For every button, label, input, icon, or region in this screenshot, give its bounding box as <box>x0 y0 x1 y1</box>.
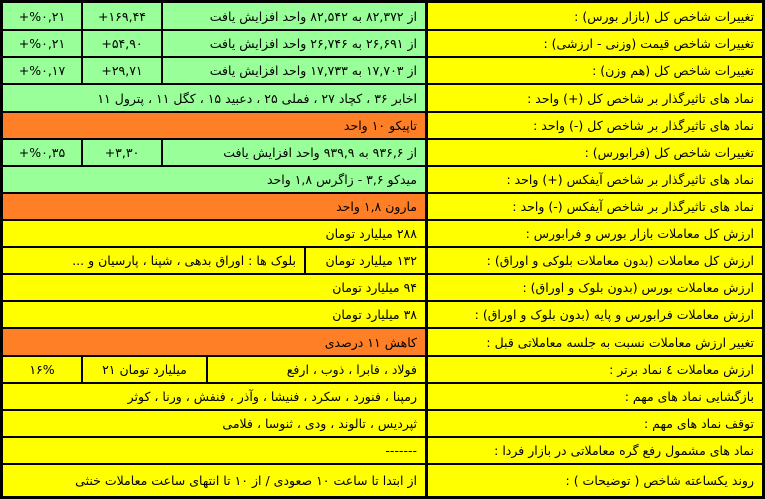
row-value-c2: بلوک ها : اوراق بدهی ، شپنا ، پارسیان و ... <box>3 248 304 273</box>
table-row <box>0 465 765 496</box>
row-value-c1: تاپیکو ۱۰ واحد <box>3 113 425 138</box>
row-label: نماد های مشمول رفع گره معاملاتی در بازار فردا : <box>428 438 762 463</box>
row-label: بازگشایی نماد های مهم : <box>428 384 762 409</box>
row-value-c3: +%۰,۱۷ <box>3 58 81 83</box>
row-value-c1: از ابتدا تا ساعت ۱۰ صعودی / از ۱۰ تا انتهای ساعت معاملات خنثی <box>3 465 425 496</box>
row-label: ارزش معاملات بورس (بدون بلوک و اوراق) : <box>428 275 762 300</box>
row-value-c1: کاهش ۱۱ درصدی <box>3 329 425 355</box>
table-row <box>0 329 765 355</box>
table-row <box>0 85 765 111</box>
row-value-c1: ۱۳۲ میلیارد تومان <box>306 248 425 273</box>
row-label: نماد های تاثیرگذار بر شاخص کل (+) واحد : <box>428 85 762 111</box>
row-value-c1: ۹۴ میلیارد تومان <box>3 275 425 300</box>
row-value-c3: ۱۶% <box>3 357 81 382</box>
row-value-c3: +%۰,۳۵ <box>3 140 81 165</box>
table-row <box>0 113 765 138</box>
row-label: تغییرات شاخص کل (فرابورس) : <box>428 140 762 165</box>
row-value-c1: میدکو ۳,۶ - زاگرس ۱,۸ واحد <box>3 167 425 192</box>
table-row <box>0 194 765 219</box>
row-value-c1: مارون ۱,۸ واحد <box>3 194 425 219</box>
table-row <box>0 31 765 56</box>
table-row <box>0 275 765 300</box>
table-row <box>0 140 765 165</box>
row-value-c1: از ۱۷,۷۰۳ به ۱۷,۷۳۳ واحد افزایش یافت <box>163 58 425 83</box>
row-label: ارزش معاملات ٤ نماد برتر : <box>428 357 762 382</box>
table-row <box>0 411 765 436</box>
row-label: توقف نماد های مهم : <box>428 411 762 436</box>
row-label: تغییر ارزش معاملات نسبت به جلسه معاملاتی قبل : <box>428 329 762 355</box>
row-value-c1: اخابر ۳۶ ، کچاد ۲۷ ، فملی ۲۵ ، دعبید ۱۵ ، کگل ۱۱ ، پترول ۱۱ <box>3 85 425 111</box>
row-value-c1: فولاد ، فابرا ، ذوب ، ارفع <box>208 357 425 382</box>
row-value-c2: +۵۴,۹۰ <box>83 31 161 56</box>
table-row <box>0 3 765 29</box>
row-value-c3: +%۰,۲۱ <box>3 3 81 29</box>
row-value-c2: +۱۶۹,۴۴ <box>83 3 161 29</box>
table-row <box>0 302 765 327</box>
row-label: تغییرات شاخص کل (بازار بورس) : <box>428 3 762 29</box>
row-value-c1: ------- <box>3 438 425 463</box>
row-label: نماد های تاثیرگذار بر شاخص آیفکس (-) واحد : <box>428 194 762 219</box>
row-value-c1: از ۸۲,۳۷۲ به ۸۲,۵۴۲ واحد افزایش یافت <box>163 3 425 29</box>
row-label: ارزش معاملات فرابورس و پایه (بدون بلوک و اوراق) : <box>428 302 762 327</box>
table-row <box>0 221 765 246</box>
row-value-c1: ۲۸۸ میلیارد تومان <box>3 221 425 246</box>
table-row <box>0 167 765 192</box>
table-row <box>0 58 765 83</box>
row-value-c1: از ۹۳۶,۶ به ۹۳۹,۹ واحد افزایش یافت <box>163 140 425 165</box>
row-value-c2: +۲۹,۷۱ <box>83 58 161 83</box>
row-label: نماد های تاثیرگذار بر شاخص آیفکس (+) واحد : <box>428 167 762 192</box>
table-row <box>0 357 765 382</box>
row-value-c1: از ۲۶,۶۹۱ به ۲۶,۷۴۶ واحد افزایش یافت <box>163 31 425 56</box>
table-row <box>0 384 765 409</box>
row-label: نماد های تاثیرگذار بر شاخص کل (-) واحد : <box>428 113 762 138</box>
row-value-c1: رمپنا ، فنورد ، سکرد ، فنیشا ، وآذر ، فنفش ، ورنا ، کوثر <box>3 384 425 409</box>
row-label: روند یکساعته شاخص ( توضیحات ) : <box>428 465 762 496</box>
row-value-c3: +%۰,۲۱ <box>3 31 81 56</box>
row-label: ارزش کل معاملات بازار بورس و فرابورس : <box>428 221 762 246</box>
table-row <box>0 438 765 463</box>
row-value-c1: ثپردیس ، تالوند ، ودی ، ثنوسا ، فلامی <box>3 411 425 436</box>
row-label: تغییرات شاخص قیمت (وزنی - ارزشی) : <box>428 31 762 56</box>
row-label: تغییرات شاخص کل (هم وزن) : <box>428 58 762 83</box>
row-value-c2: +۳,۳۰ <box>83 140 161 165</box>
table-row <box>0 248 765 273</box>
row-value-c2: ۲۱ میلیارد تومان <box>83 357 206 382</box>
row-value-c1: ۳۸ میلیارد تومان <box>3 302 425 327</box>
row-label: ارزش کل معاملات (بدون معاملات بلوکی و اوراق) : <box>428 248 762 273</box>
